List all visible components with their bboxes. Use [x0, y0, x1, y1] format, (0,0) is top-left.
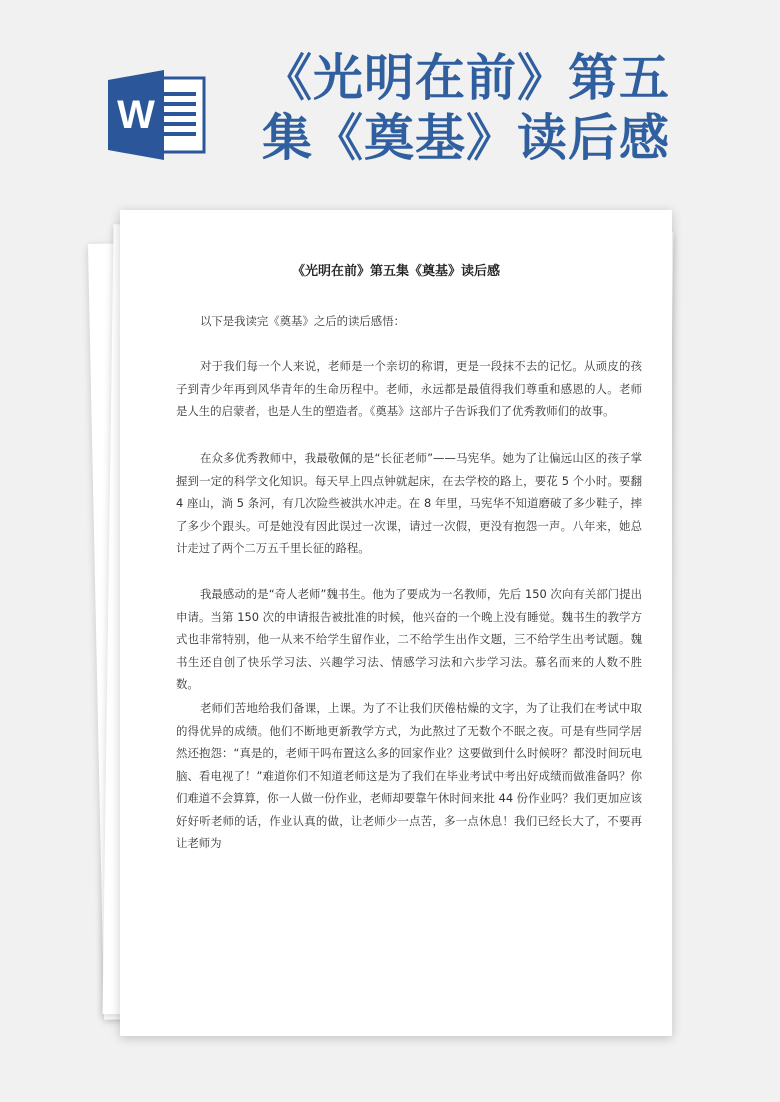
document-title: 《光明在前》第五集《奠基》读后感: [291, 264, 500, 279]
word-icon: [108, 70, 208, 160]
paragraph-4: 老师们苦地给我们备课，上课。为了不让我们厌倦枯燥的文字，为了让我们在考试中取的得优异的成绩。他们不断地更新教学方式，为此熬过了无数个不眠之夜。可是有些同学居然还抱怨：“真是的，老师干吗布置这么多的回家作业？这要做到什么时候呀？都没时间玩电脑、看电视了！”难道你们不知道老师这是为了我们在毕业考试中考出好成绩而做准备吗？你们难道不会算算，你一人做一份作业，老师却要靠午休时间来批 44 份作业吗？我们更加应该好好听老师的话，作业认真的做，让老师少一点苦，多一点休息！我们已经长大了，不要再让老师为: [176, 701, 642, 850]
document-page: [120, 210, 672, 1036]
paragraph-1: 对于我们每一个人来说，老师是一个亲切的称谓，更是一段抹不去的记忆。从顽皮的孩子到青少年再到风华青年的生命历程中。老师，永远都是最值得我们尊重和感恩的人。老师是人生的启蒙者，也是人生的塑造者。《奠基》这部片子告诉我们了优秀教师们的故事。: [176, 359, 642, 418]
paragraph-3: 我最感动的是“奇人老师”魏书生。他为了要成为一名教师，先后 150 次向有关部门提出申请。当第 150 次的申请报告被批准的时候，他兴奋的一个晚上没有睡觉。魏书生的教学方式也非常特别，他一从来不给学生留作业，二不给学生出作文题，三不给学生出考试题。魏书生还自创了快乐学习法、兴趣学习法、情感学习法和六步学习法。慕名而来的人数不胜数。: [176, 587, 642, 691]
banner-title: 《光明在前》第五集《奠基》读后感: [262, 48, 670, 167]
paragraph-intro: 以下是我读完《奠基》之后的读后感悟：: [199, 314, 405, 328]
word-icon-letter: W: [117, 93, 155, 137]
paragraph-2: 在众多优秀教师中，我最敬佩的是“长征老师”——马宪华。她为了让偏远山区的孩子掌握到一定的科学文化知识。每天早上四点钟就起床，在去学校的路上，要花 5 个小时。要翻 4 座山，淌 5 条河，有几次险些被洪水冲走。在 8 年里，马宪华不知道磨破了多少鞋子，摔了多少个跟头。可是她没有因此误过一次课，请过一次假，更没有抱怨一声。八年来，她总计走过了两个二万五千里长征的路程。: [176, 451, 642, 555]
